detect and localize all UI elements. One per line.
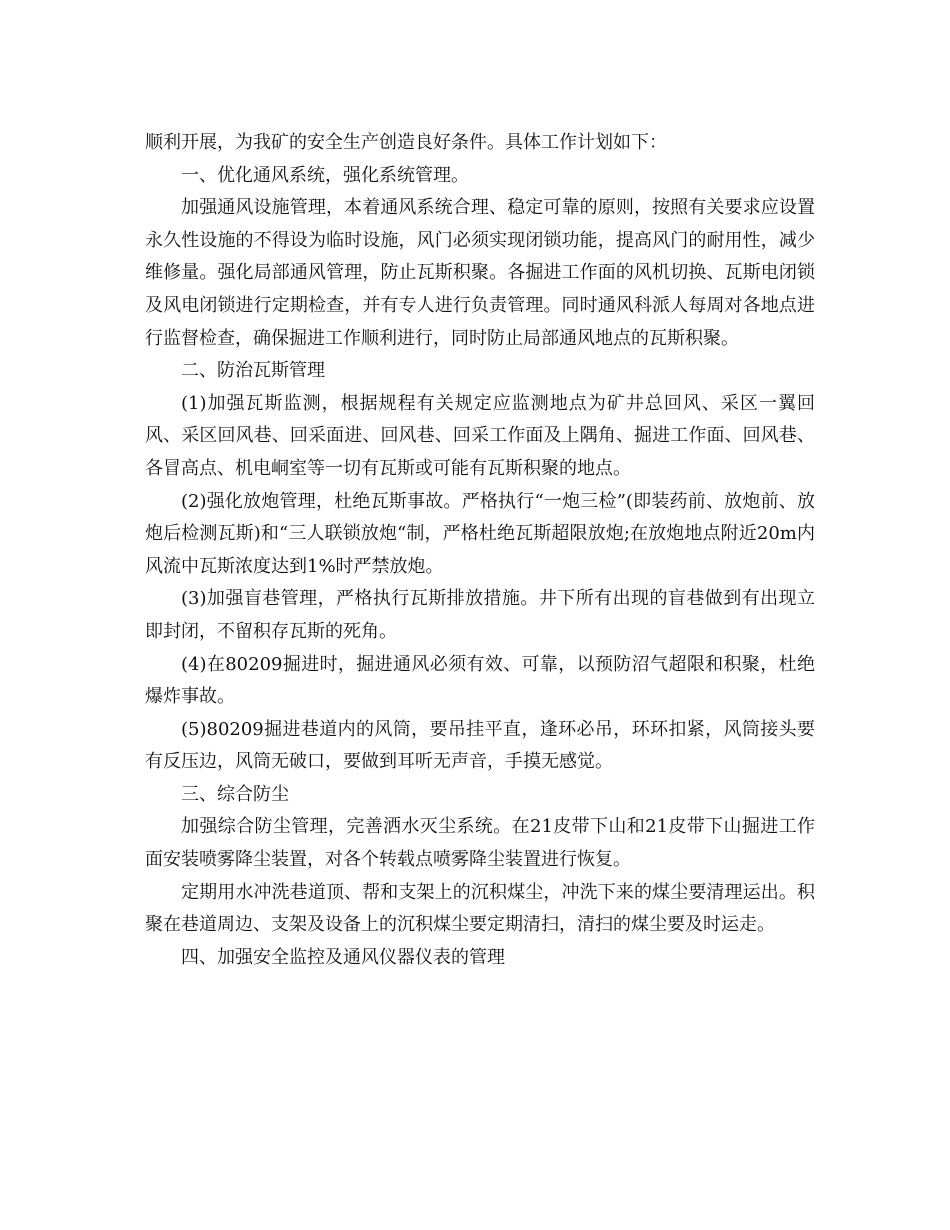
paragraph-ventilation-management: 加强通风设施管理，本着通风系统合理、稳定可靠的原则，按照有关要求应设置永久性设施的不得设为临时设施，风门必须实现闭锁功能，提高风门的耐用性，减少维修量。强化局部通风管理，防止瓦斯积聚。各掘进工作面的风机切换、瓦斯电闭锁及风电闭锁进行定期检查，并有专人进行负责管理。同时通风科派人每周对各地点进行监督检查，确保掘进工作顺利进行，同时防止局部通风地点的瓦斯积聚。 bbox=[145, 197, 815, 349]
paragraph-dust-system: 加强综合防尘管理，完善洒水灭尘系统。在21皮带下山和21皮带下山掘进工作面安装喷雾降尘装置，对各个转载点喷雾降尘装置进行恢复。 bbox=[145, 816, 815, 871]
paragraph-gas-item-4: (4)在80209掘进时，掘进通风必须有效、可靠，以预防沼气超限和积聚，杜绝爆炸事故。 bbox=[145, 653, 815, 708]
paragraph-gas-item-2: (2)强化放炮管理，杜绝瓦斯事故。严格执行“一炮三检”(即装药前、放炮前、放炮后检测瓦斯)和“三人联锁放炮“制，严格杜绝瓦斯超限放炮;在放炮地点附近20m内风流中瓦斯浓度达到1%时严禁放炮。 bbox=[145, 490, 815, 577]
section-heading-gas-control: 二、防治瓦斯管理 bbox=[181, 360, 325, 382]
section-heading-ventilation: 一、优化通风系统，强化系统管理。 bbox=[181, 164, 469, 186]
paragraph-continuation: 顺利开展，为我矿的安全生产创造良好条件。具体工作计划如下： bbox=[145, 132, 667, 153]
paragraph-gas-item-1: (1)加强瓦斯监测，根据规程有关规定应监测地点为矿井总回风、采区一翼回风、采区回风巷、回采面进、回风巷、回采工作面及上隅角、掘进工作面、回风巷、各冒高点、机电峒室等一切有瓦斯或可能有瓦斯积聚的地点。 bbox=[145, 392, 815, 479]
paragraph-gas-item-3: (3)加强盲巷管理，严格执行瓦斯排放措施。井下所有出现的盲巷做到有出现立即封闭，不留积存瓦斯的死角。 bbox=[145, 588, 815, 642]
document-body bbox=[145, 127, 815, 974]
paragraph-gas-item-5: (5)80209掘进巷道内的风筒，要吊挂平直，逢环必吊，环环扣紧，风筒接头要有反压边，风筒无破口，要做到耳听无声音，手摸无感觉。 bbox=[145, 718, 815, 773]
paragraph-dust-cleaning: 定期用水冲洗巷道顶、帮和支架上的沉积煤尘，冲洗下来的煤尘要清理运出。积聚在巷道周边、支架及设备上的沉积煤尘要定期清扫，清扫的煤尘要及时运走。 bbox=[145, 881, 815, 936]
section-heading-monitoring: 四、加强安全监控及通风仪器仪表的管理 bbox=[181, 946, 505, 968]
section-heading-dust-control: 三、综合防尘 bbox=[181, 783, 289, 805]
